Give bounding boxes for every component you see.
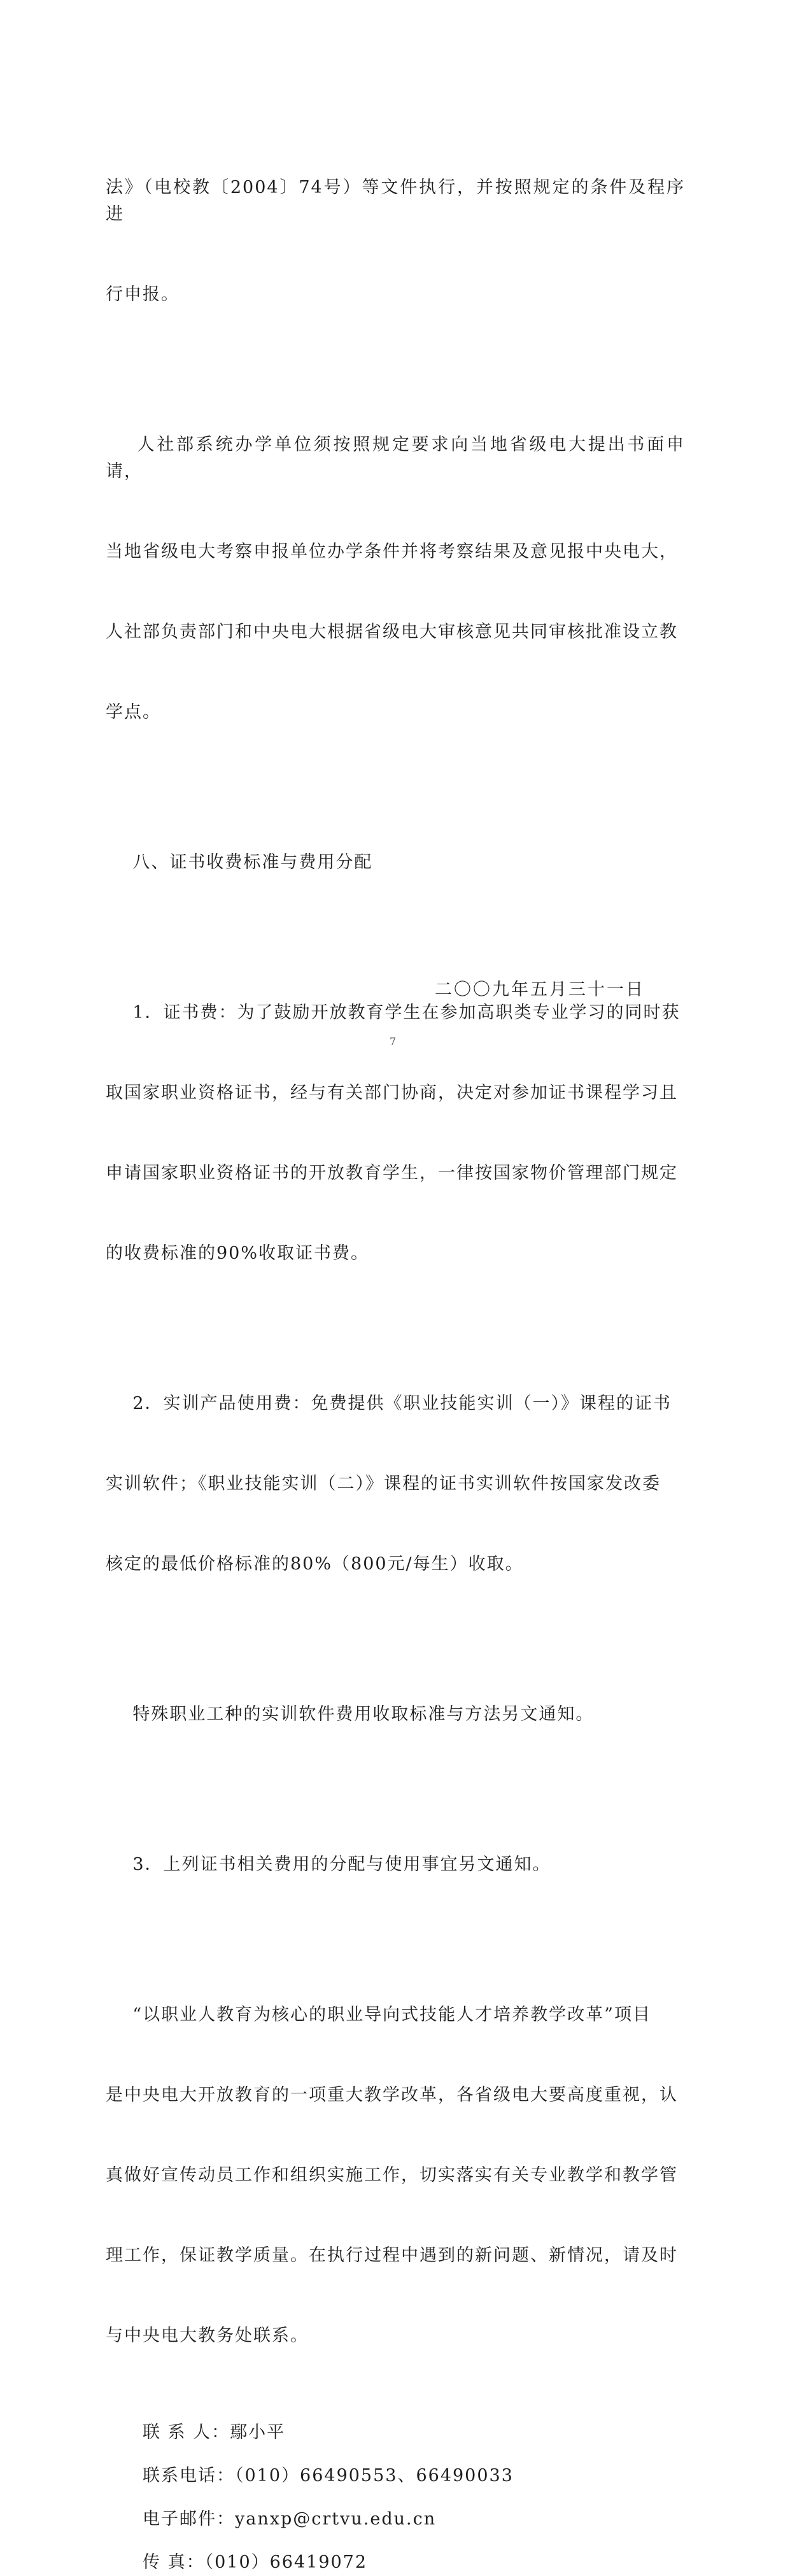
text-line: 当地省级电大考察申报单位办学条件并将考察结果及意见报中央电大， xyxy=(106,542,678,562)
paragraph-application xyxy=(106,378,685,779)
contact-fax: 传 真：（010）66419072 xyxy=(143,2552,368,2572)
contact-block xyxy=(106,2419,685,2576)
contact-email: 电子邮件：yanxp@crtvu.edu.cn xyxy=(143,2509,437,2529)
paragraph-procedure xyxy=(106,121,685,362)
document-body xyxy=(106,121,685,2576)
text-line: 八、证书收费标准与费用分配 xyxy=(106,853,373,872)
text-line: 人社部负责部门和中央电大根据省级电大审核意见共同审核批准设立教 xyxy=(106,622,678,642)
text-line: 特殊职业工种的实训软件费用收取标准与方法另文通知。 xyxy=(106,1704,595,1724)
text-line: 真做好宣传动员工作和组织实施工作，切实落实有关专业教学和教学管 xyxy=(106,2165,678,2185)
text-line: 3．上列证书相关费用的分配与使用事宜另文通知。 xyxy=(106,1855,551,1874)
paragraph-fee-allocation xyxy=(106,1798,685,1932)
document-date: 二〇〇九年五月三十一日 xyxy=(435,980,645,1000)
text-line: 2．实训产品使用费：免费提供《职业技能实训（一）》课程的证书 xyxy=(106,1394,672,1413)
paragraph-reform-project xyxy=(106,1948,685,2403)
text-line: 1．证书费：为了鼓励开放教育学生在参加高职类专业学习的同时获 xyxy=(106,1003,681,1023)
contact-phone: 联系电话：（010）66490553、66490033 xyxy=(143,2466,514,2486)
text-line: 实训软件；《职业技能实训（二）》课程的证书实训软件按国家发改委 xyxy=(106,1474,661,1494)
text-line: “以职业人教育为核心的职业导向式技能人才培养教学改革”项目 xyxy=(106,2005,651,2025)
text-line: 申请国家职业资格证书的开放教育学生，一律按国家物价管理部门规定 xyxy=(106,1163,678,1183)
contact-person: 联 系 人：鄢小平 xyxy=(143,2423,286,2442)
text-line: 理工作，保证教学质量。在执行过程中遇到的新问题、新情况，请及时 xyxy=(106,2246,678,2265)
paragraph-special-trades xyxy=(106,1648,685,1781)
text-line: 行申报。 xyxy=(106,285,180,304)
text-line: 学点。 xyxy=(106,702,161,722)
page-number: 7 xyxy=(390,1035,397,1047)
section-heading-fees xyxy=(106,796,685,930)
text-line: 人社部系统办学单位须按照规定要求向当地省级电大提出书面申请， xyxy=(106,435,685,481)
text-line: 是中央电大开放教育的一项重大教学改革，各省级电大要高度重视，认 xyxy=(106,2085,678,2105)
text-line: 与中央电大教务处联系。 xyxy=(106,2326,309,2346)
text-line: 核定的最低价格标准的80%（800元/每生）收取。 xyxy=(106,1554,524,1574)
text-line: 法》（电校教〔2004〕74号）等文件执行，并按照规定的条件及程序进 xyxy=(106,178,685,224)
text-line: 取国家职业资格证书，经与有关部门协商，决定对参加证书课程学习且 xyxy=(106,1083,678,1103)
text-line: 的收费标准的90%收取证书费。 xyxy=(106,1243,370,1263)
paragraph-training-fee xyxy=(106,1337,685,1631)
